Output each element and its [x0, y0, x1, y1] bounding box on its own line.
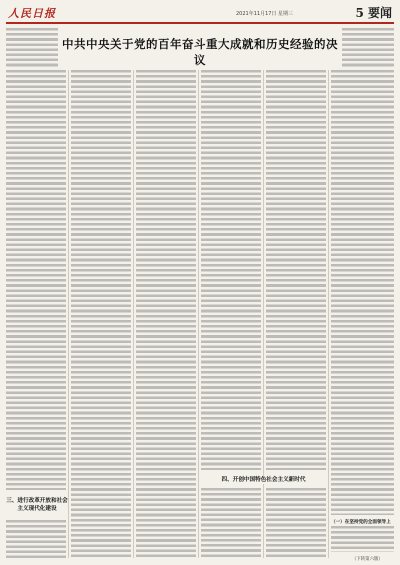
newspaper-logo: 人民日报 [8, 7, 56, 20]
column-2 [71, 70, 131, 558]
body-text-block [6, 28, 58, 68]
column-1 [6, 70, 66, 490]
issue-date: 2021年11月17日 星期三 [236, 11, 294, 17]
column-4-lower [201, 488, 261, 558]
column-divider [68, 70, 69, 558]
column-6 [331, 70, 394, 515]
masthead [6, 4, 394, 24]
section-title-3: 三、进行改革开放和社会主义现代化建设 [6, 498, 68, 512]
column-6-lower [331, 526, 394, 552]
column-divider [133, 70, 134, 558]
column-3 [136, 70, 196, 558]
page-number: 5 要闻 [355, 6, 392, 20]
column-divider [328, 70, 329, 558]
body-text-block [331, 526, 394, 552]
body-text-block [6, 70, 66, 490]
body-text-block [342, 28, 394, 68]
body-text-block [6, 520, 66, 558]
column-divider [198, 70, 199, 558]
article-headline: 中共中央关于党的百年奋斗重大成就和历史经验的决议 [62, 37, 338, 67]
column-5-lower [266, 488, 326, 558]
body-text-block [266, 70, 326, 470]
column-4 [201, 70, 261, 470]
subsection-title: （一）在坚持党的全面领导上 [331, 520, 391, 525]
body-text-block [201, 488, 261, 558]
continued-note: （下转第六版） [352, 557, 383, 562]
body-text-block [201, 70, 261, 470]
column-5 [266, 70, 326, 470]
intro-column-right [342, 28, 394, 68]
body-text-block [331, 70, 394, 515]
column-divider [263, 70, 264, 558]
body-text-block [71, 70, 131, 558]
section-title-4: 四、开创中国特色社会主义新时代 [201, 476, 326, 484]
body-text-block [136, 70, 196, 558]
intro-column-left [6, 28, 58, 68]
body-text-block [266, 488, 326, 558]
column-1-lower [6, 520, 66, 558]
